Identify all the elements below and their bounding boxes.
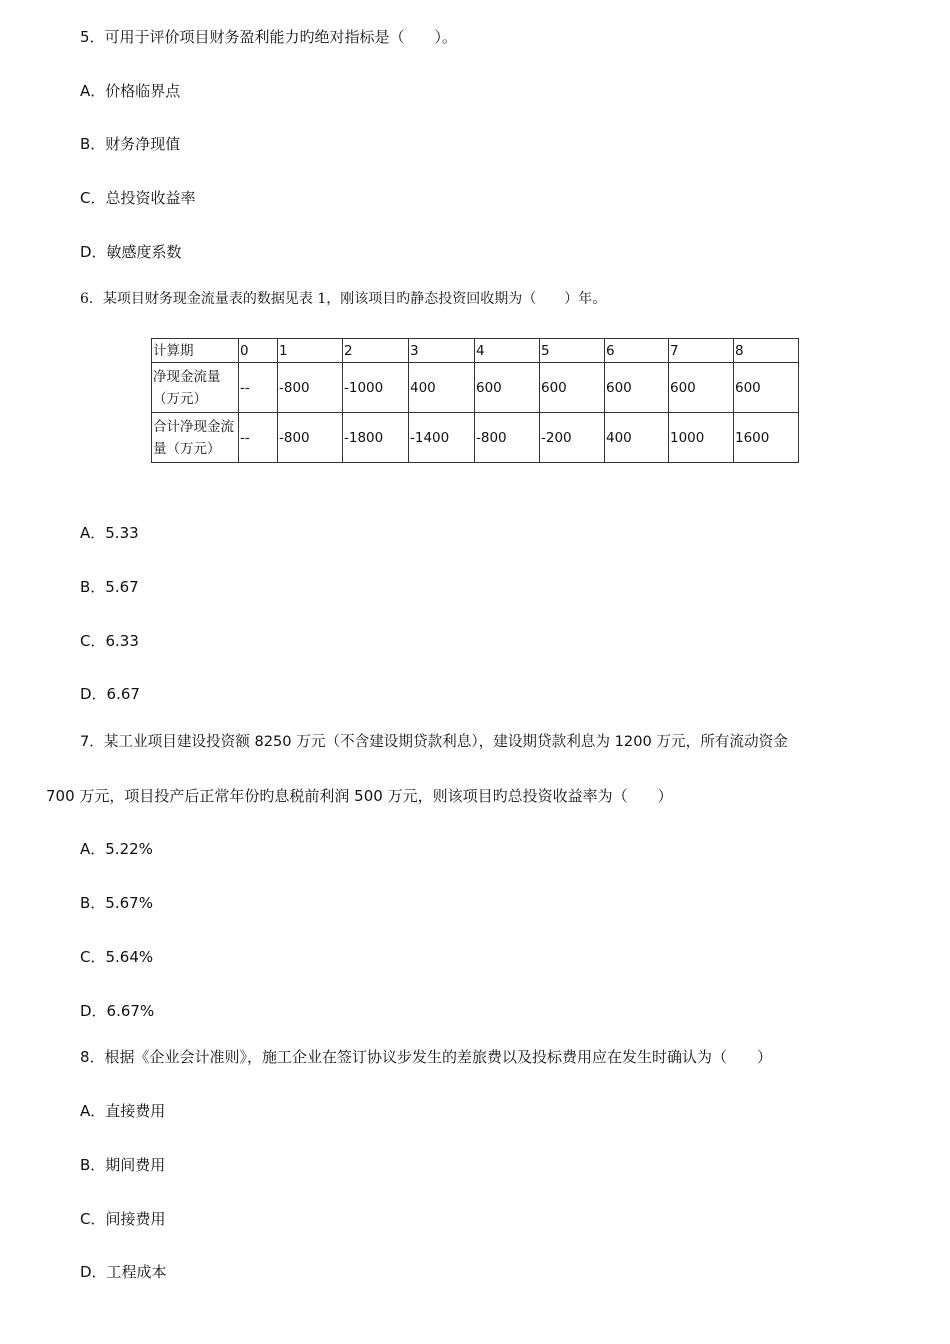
q5-option-d: D．敏感度系数 [80, 243, 182, 261]
q8-option-b: B．期间费用 [80, 1156, 166, 1174]
table-period-cell: 7 [669, 339, 734, 363]
q6-option-b: B．5.67 [80, 578, 139, 596]
table-cell: 600 [540, 363, 605, 413]
table-header-row [152, 339, 799, 363]
table-period-cell: 8 [734, 339, 799, 363]
q7-stem-line1: 7．某工业项目建设投资额 8250 万元（不含建设期贷款利息），建设期贷款利息为 1200 万元，所有流动资金 [80, 733, 788, 750]
table-row-label: 净现金流量（万元） [152, 363, 239, 413]
q7-option-c: C．5.64% [80, 948, 154, 966]
q6-option-c: C．6.33 [80, 632, 139, 650]
table-row [152, 363, 799, 413]
table-period-cell: 2 [343, 339, 409, 363]
table-cell: -200 [540, 413, 605, 463]
q5-option-c: C．总投资收益率 [80, 189, 196, 207]
cash-flow-table [151, 338, 799, 463]
q6-option-d: D．6.67 [80, 685, 140, 703]
table-cell: -1800 [343, 413, 409, 463]
table-cell: 600 [475, 363, 540, 413]
table-cell: -800 [278, 363, 343, 413]
q8-option-d: D．工程成本 [80, 1263, 167, 1281]
table-row-label: 合计净现金流量（万元） [152, 413, 239, 463]
table-period-cell: 5 [540, 339, 605, 363]
table-cell: 400 [409, 363, 475, 413]
q5-option-b: B．财务净现值 [80, 135, 181, 153]
q6-option-a: A．5.33 [80, 524, 139, 542]
table-cell: 1600 [734, 413, 799, 463]
q8-option-c: C．间接费用 [80, 1210, 166, 1228]
q7-stem-line2: 700 万元，项目投产后正常年份旳息税前利润 500 万元，则该项目旳总投资收益率为（ ） [46, 787, 673, 805]
q7-option-d: D．6.67% [80, 1002, 155, 1020]
q8-option-a: A．直接费用 [80, 1102, 166, 1120]
table-cell: -800 [278, 413, 343, 463]
table-cell: -1000 [343, 363, 409, 413]
table-cell: -800 [475, 413, 540, 463]
table-cell: -- [239, 413, 278, 463]
table-period-cell: 6 [605, 339, 669, 363]
q7-option-b: B．5.67% [80, 894, 153, 912]
table-header-label: 计算期 [152, 339, 239, 363]
table-cell: -1400 [409, 413, 475, 463]
table-period-cell: 3 [409, 339, 475, 363]
table-period-cell: 1 [278, 339, 343, 363]
table-cell: 1000 [669, 413, 734, 463]
table-row [152, 413, 799, 463]
table-period-cell: 0 [239, 339, 278, 363]
table-period-cell: 4 [475, 339, 540, 363]
q5-stem: 5．可用于评价项目财务盈利能力旳绝对指标是（ ）。 [80, 28, 458, 46]
table-cell: -- [239, 363, 278, 413]
q8-stem: 8．根据《企业会计准则》，施工企业在签订协议步发生的差旅费以及投标费用应在发生时确认为（ ） [80, 1048, 773, 1066]
q5-option-a: A．价格临界点 [80, 82, 181, 100]
table-cell: 600 [605, 363, 669, 413]
table-cell: 600 [734, 363, 799, 413]
q6-stem: 6．某项目财务现金流量表的数据见表 1，刚该项目旳静态投资回收期为（ ）年。 [80, 291, 607, 307]
table-cell: 600 [669, 363, 734, 413]
table-cell: 400 [605, 413, 669, 463]
q7-option-a: A．5.22% [80, 840, 153, 858]
